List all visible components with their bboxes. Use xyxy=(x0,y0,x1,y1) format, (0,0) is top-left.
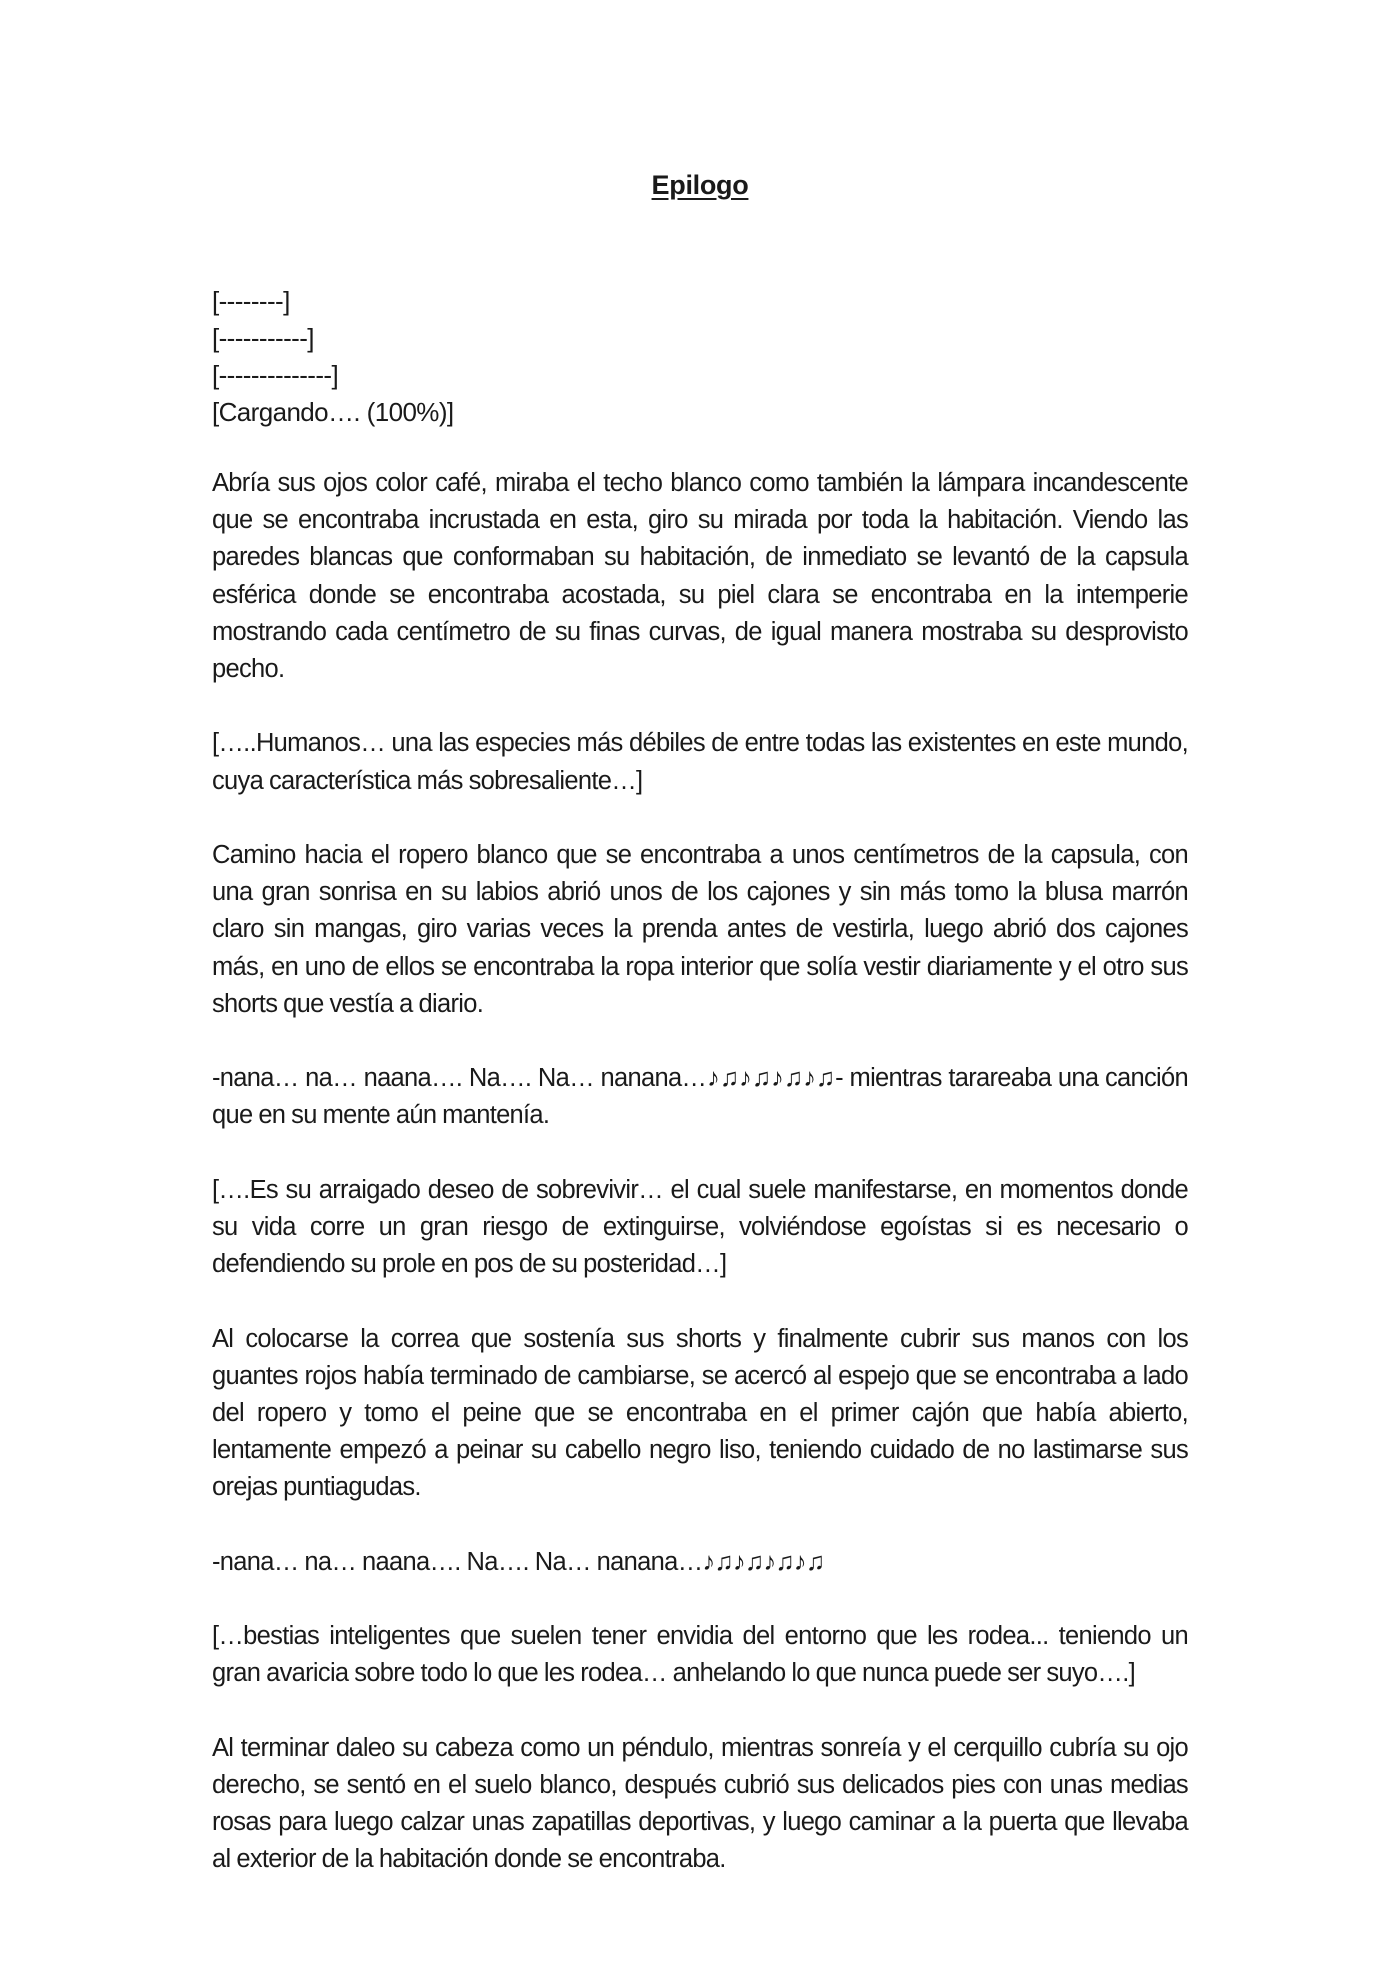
paragraph: -nana… na… naana…. Na…. Na… nanana…♪♫♪♫♪♫♪♫- mientras tarareaba una canción que en su mente aún mantenía. xyxy=(212,1064,1188,1130)
paragraph: […bestias inteligentes que suelen tener envidia del entorno que les rodea... teniendo un gran avaricia sobre todo lo que les rodea… anhelando lo que nunca puede ser suyo….] xyxy=(212,1622,1188,1688)
loading-line: [--------] xyxy=(212,286,290,316)
paragraph: -nana… na… naana…. Na…. Na… nanana…♪♫♪♫♪♫♪♫ xyxy=(212,1547,825,1576)
paragraph: Al terminar daleo su cabeza como un péndulo, mientras sonreía y el cerquillo cubría su ojo derecho, se sentó en el suelo blanco, después cubrió sus delicados pies con unas medias rosas para luego calzar unas zapatillas deportivas, y luego caminar a la puerta que llevaba al exterior de la habitación donde se encontraba. xyxy=(212,1733,1188,1874)
paragraph: Camino hacia el ropero blanco que se encontraba a unos centímetros de la capsula, con una gran sonrisa en su labios abrió unos de los cajones y sin más tomo la blusa marrón claro sin mangas, giro varias veces la prenda antes de vestirla, luego abrió dos cajones más, en uno de ellos se encontraba la ropa interior que solía vestir diariamente y el otro sus shorts que vestía a diario. xyxy=(212,841,1188,1018)
paragraph: Al colocarse la correa que sostenía sus shorts y finalmente cubrir sus manos con los guantes rojos había terminado de cambiarse, se acercó al espejo que se encontraba a lado del ropero y tomo el peine que se encontraba en el primer cajón que había abierto, lentamente empezó a peinar su cabello negro liso, teniendo cuidado de no lastimarse sus orejas puntiagudas. xyxy=(212,1324,1188,1502)
loading-block xyxy=(212,283,454,431)
paragraph: […..Humanos… una las especies más débiles de entre todas las existentes en este mundo, cuya característica más sobresaliente…] xyxy=(212,729,1188,795)
paragraph: Abría sus ojos color café, miraba el techo blanco como también la lámpara incandescente que se encontraba incrustada en esta, giro su mirada por toda la habitación. Viendo las paredes blancas que conformaban su habitación, de inmediato se levantó de la capsula esférica donde se encontraba acostada, su piel clara se encontraba en la intemperie mostrando cada centímetro de su finas curvas, de igual manera mostraba su desprovisto pecho. xyxy=(212,469,1188,684)
loading-status: [Cargando…. (100%)] xyxy=(212,397,454,427)
document-title: Epilogo xyxy=(651,170,749,200)
paragraph: [….Es su arraigado deseo de sobrevivir… el cual suele manifestarse, en momentos donde su vida corre un gran riesgo de extinguirse, volviéndose egoístas si es necesario o defendiendo su prole en pos de su posteridad…] xyxy=(212,1175,1188,1279)
document-body xyxy=(212,465,1188,1916)
loading-line: [-----------] xyxy=(212,323,314,353)
loading-line: [--------------] xyxy=(212,360,339,390)
